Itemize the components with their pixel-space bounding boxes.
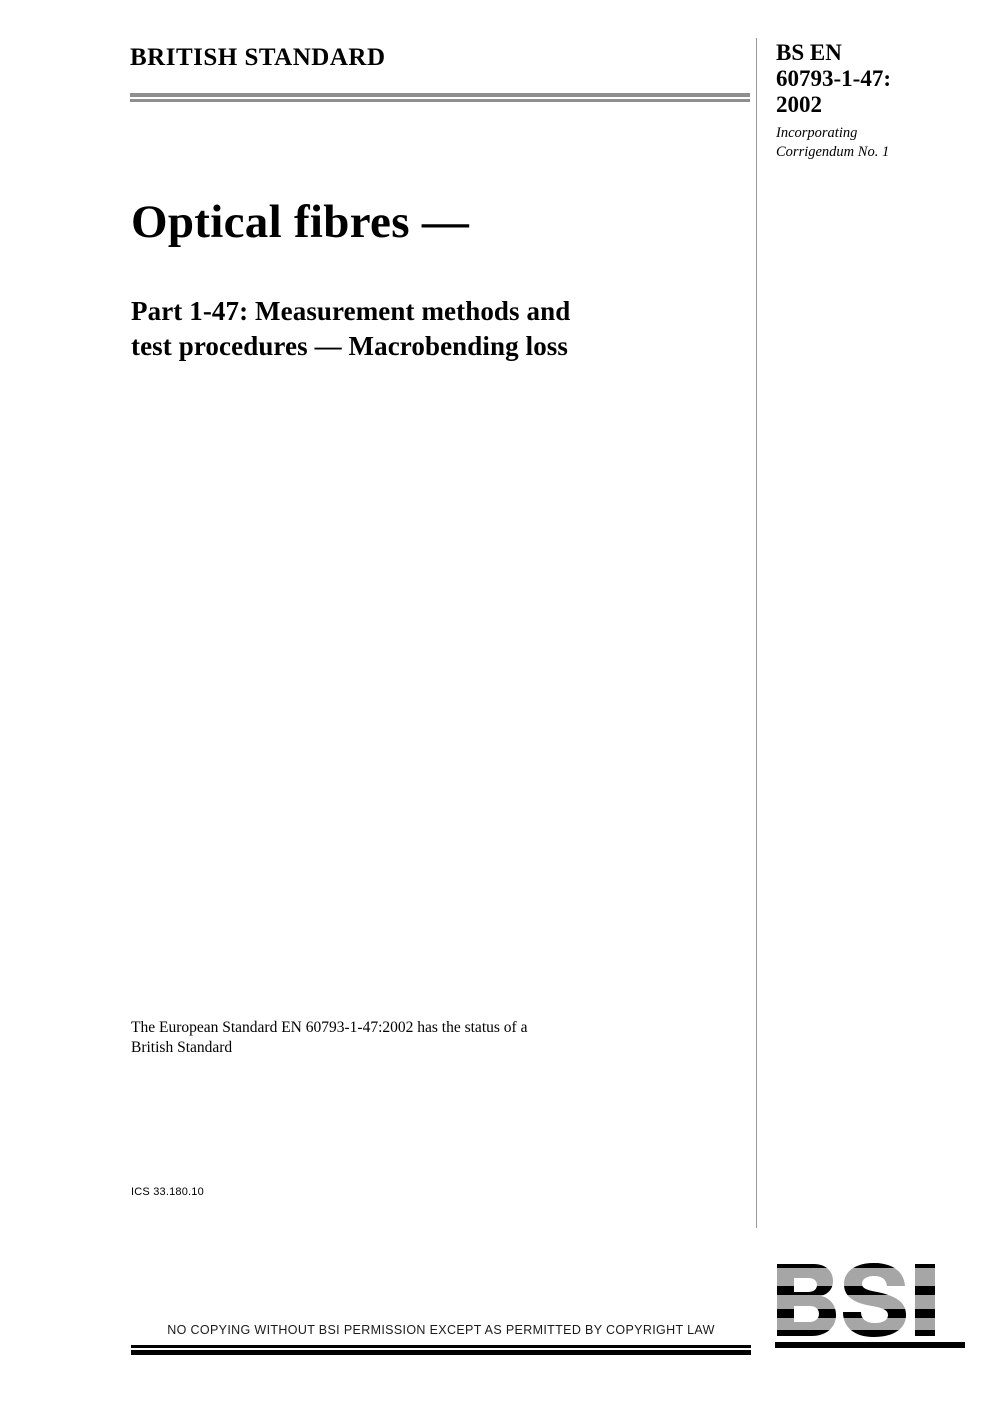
bsi-logo bbox=[775, 1262, 965, 1350]
copyright-notice: NO COPYING WITHOUT BSI PERMISSION EXCEPT AS PERMITTED BY COPYRIGHT LAW bbox=[167, 1323, 715, 1337]
status-statement bbox=[131, 1018, 691, 1058]
document-title: Optical fibres — bbox=[131, 196, 470, 248]
standard-reference-line-1: BS EN bbox=[776, 40, 842, 65]
corrigendum-note-line-2: Corrigendum No. 1 bbox=[776, 143, 890, 160]
bsi-logo-baseline bbox=[775, 1342, 965, 1348]
document-subtitle-line-2: test procedures — Macrobending loss bbox=[131, 330, 569, 361]
document-subtitle-line-1: Part 1-47: Measurement methods and bbox=[131, 296, 571, 326]
document-subtitle bbox=[131, 294, 741, 363]
column-divider bbox=[756, 38, 757, 1228]
bsi-logo-letters bbox=[775, 1262, 965, 1350]
footer-rule-thick bbox=[131, 1350, 751, 1355]
corrigendum-note-line-1: Incorporating bbox=[776, 125, 858, 141]
header-rule-group bbox=[130, 93, 750, 102]
standard-reference-line-2: 60793-1-47: bbox=[776, 65, 891, 91]
page-masthead: BRITISH STANDARD bbox=[130, 44, 386, 71]
status-statement-line-1: The European Standard EN 60793-1-47:2002 has the status of a bbox=[131, 1019, 528, 1036]
ics-classification: ICS 33.180.10 bbox=[131, 1186, 204, 1198]
header-rule-thin bbox=[130, 99, 750, 102]
footer-rule-group bbox=[131, 1345, 751, 1355]
standard-reference bbox=[776, 40, 966, 117]
corrigendum-note bbox=[776, 124, 966, 162]
standard-reference-line-3: 2002 bbox=[776, 91, 822, 117]
status-statement-line-2: British Standard bbox=[131, 1038, 233, 1056]
